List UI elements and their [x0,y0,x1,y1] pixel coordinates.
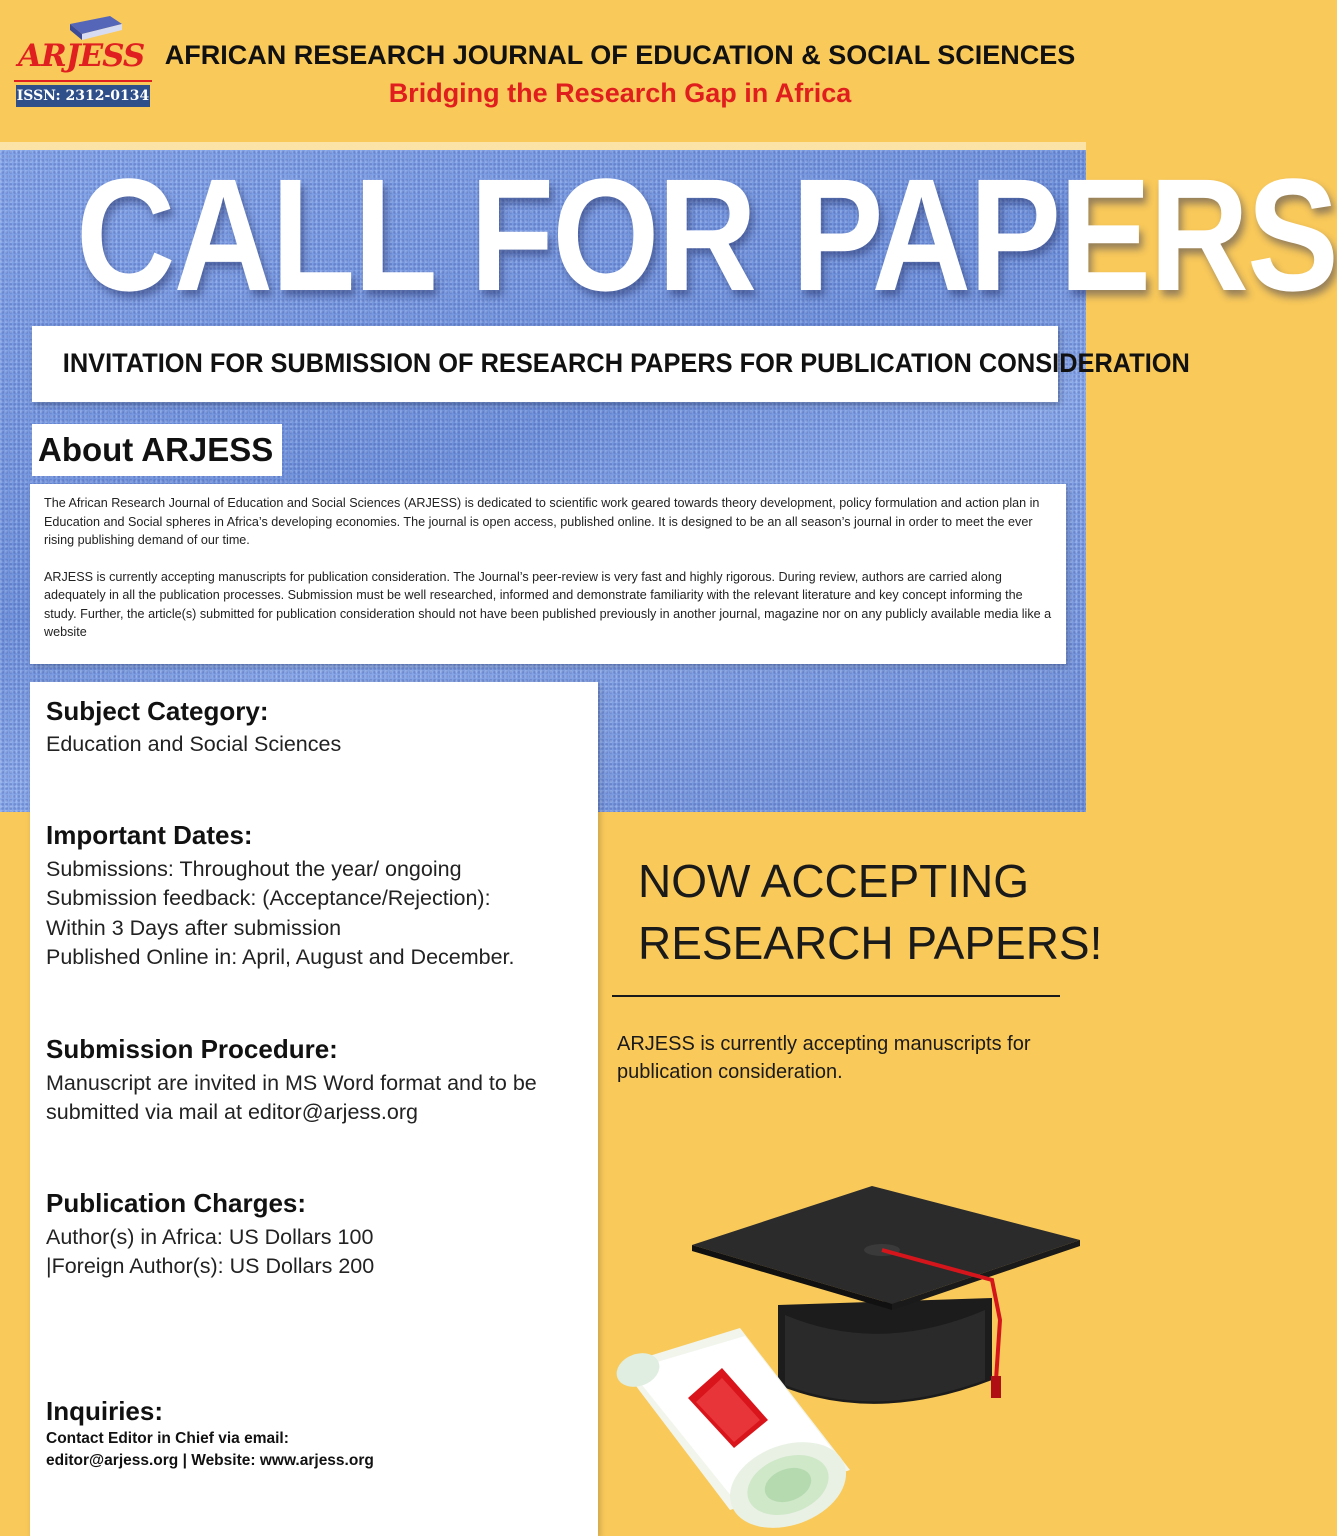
journal-title: AFRICAN RESEARCH JOURNAL OF EDUCATION & SOCIAL SCIENCES [164,40,1076,70]
invitation-text: INVITATION FOR SUBMISSION OF RESEARCH PAPERS FOR PUBLICATION CONSIDERATION [62,348,1190,378]
journal-tagline: Bridging the Research Gap in Africa [388,78,852,108]
inquiries-line-1: Contact Editor in Chief via email: [46,1430,289,1447]
logo-issn: ISSN: 2312-0134 [16,85,150,107]
charges-line-1: Author(s) in Africa: US Dollars 100 [46,1225,374,1249]
procedure-line-1: Manuscript are invited in MS Word format and to be [46,1071,537,1095]
charges-line-2: |Foreign Author(s): US Dollars 200 [46,1254,375,1278]
divider-line [612,995,1060,997]
now-accepting-title [638,850,1102,974]
charges-heading: Publication Charges: [46,1188,307,1218]
now-accepting-description: ARJESS is currently accepting manuscripts for publication consideration. [617,1033,1031,1083]
logo-divider [14,80,152,82]
subject-heading: Subject Category: [46,696,269,726]
about-paragraph-2: ARJESS is currently accepting manuscripts for publication consideration. The Journal’s peer-review is very fast and highly rigorous. During review, authors are carried along adequately in all the publication processes. Submission must be well researched, informed and demonstrate familiarity with the relevant literature and key concept informing the study. Further, the article(s) submitted for publication consideration should not have been published previously in another journal, magazine nor on any publicly available media like a website [44,569,1052,639]
graduation-illustration [600,1180,1086,1536]
dates-line-2: Submission feedback: (Acceptance/Rejection): [46,886,491,910]
dates-line-3: Within 3 Days after submission [46,916,342,940]
about-heading: About ARJESS [32,424,282,476]
procedure-line-2: submitted via mail at editor@arjess.org [46,1100,418,1124]
details-panel [30,682,598,1536]
dates-heading: Important Dates: [46,820,253,850]
journal-logo [14,14,159,114]
about-box [30,484,1066,664]
subject-value: Education and Social Sciences [46,732,342,756]
dates-line-1: Submissions: Throughout the year/ ongoing [46,857,462,881]
call-for-papers-headline: CALL FOR PAPERS [76,145,1337,324]
now-accepting-line-2: RESEARCH PAPERS! [638,917,1103,969]
invitation-box [32,326,1190,402]
procedure-heading: Submission Procedure: [46,1034,338,1064]
logo-brand: ARJESS [18,38,145,74]
inquiries-heading: Inquiries: [46,1396,164,1426]
about-paragraph-1: The African Research Journal of Education and Social Sciences (ARJESS) is dedicated to scientific work geared towards theory development, policy formulation and action plan in Education and Social spheres in Africa’s developing economies. The journal is open access, published online. It is designed to be an all season’s journal in order to meet the ever rising publishing demand of our time. [44,496,1040,547]
dates-line-4: Published Online in: April, August and December. [46,945,515,969]
inquiries-line-2: editor@arjess.org | Website: www.arjess.org [46,1452,374,1469]
now-accepting-line-1: NOW ACCEPTING [638,855,1030,907]
header [0,0,1086,140]
